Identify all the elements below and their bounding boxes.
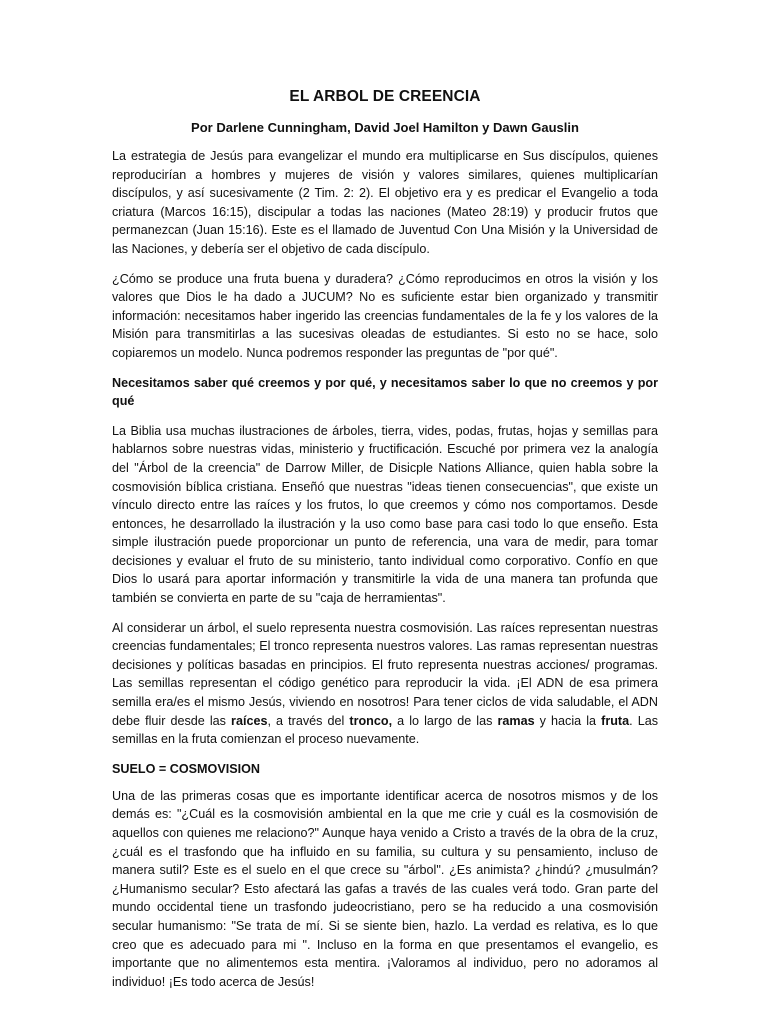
paragraph-tree-analogy: [112, 619, 658, 749]
section-heading-suelo: SUELO = COSMOVISION: [112, 761, 261, 776]
paragraph-bold-statement: Necesitamos saber qué creemos y por qué, y necesitamos saber lo que no creemos y por qué: [112, 375, 658, 409]
paragraph-bible-illustrations: La Biblia usa muchas ilustraciones de árboles, tierra, vides, podas, frutas, hojas y semillas para hablarnos sobre nuestras vidas, ministerio y fructificación. Escuché por primera vez la analogía del "Árbol de la creencia" de Darrow Miller, de Disicple Nations Alliance, quien habla sobre la cosmovisión bíblica cristiana. Enseñó que nuestras "ideas tienen consecuencias", que existe un vínculo directo entre las raíces y los frutos, lo que creemos y cómo nos comportamos. Desde entonces, he desarrollado la ilustración y la uso como base para casi todo lo que enseño. Esta simple ilustración puede proporcionar un punto de referencia, una vara de medir, para tomar decisiones y evaluar el fruto de su ministerio, tanto individual como corporativo. Confío en que Dios lo usará para aportar información y transmitirle la vida de una manera tan profunda que también se convierta en parte de su "caja de herramientas".: [112, 423, 658, 606]
paragraph-worldview: Una de las primeras cosas que es importante identificar acerca de nosotros mismos y de los demás es: "¿Cuál es la cosmovisión ambiental en la que me crie y cuál es la cosmovisión de aquellos con quienes me relaciono?" Aunque haya venido a Cristo a través de la obra de la cruz, ¿cuál es el trasfondo que ha influido en su familia, su cultura y su pensamiento, incluso de manera sutil? Este es el suelo en el que crece su "árbol". ¿Es animista? ¿hindú? ¿musulmán? ¿Humanismo secular? Esto afectará las gafas a través de las cuales verá todo. Gran parte del mundo occidental tiene un trasfondo judeocristiano, pero se ha reducido a una cosmovisión secular humanismo: "Se trata de mí. Si se siente bien, hazlo. La verdad es relativa, es lo que creo que es adecuado para mi ". Incluso en la forma en que presentamos el evangelio, es importante que no alimentemos esta mentira. ¡Valoramos al individuo, pero no adoramos al individuo! ¡Es todo acerca de Jesús!: [112, 788, 658, 989]
text-run: a lo largo de las: [392, 713, 498, 728]
text-run: y hacia la: [534, 713, 602, 728]
bold-branches: ramas: [497, 713, 535, 728]
text-run: . Las semillas en la fruta comienzan el proceso nuevamente.: [112, 713, 659, 747]
bold-roots: raíces: [231, 713, 268, 728]
text-run: , a través del: [267, 713, 350, 728]
bold-fruit: fruta: [601, 713, 630, 728]
bold-trunk: tronco,: [349, 713, 393, 728]
document-title: EL ARBOL DE CREENCIA: [289, 88, 481, 105]
paragraph-questions: ¿Cómo se produce una fruta buena y duradera? ¿Cómo reproducimos en otros la visión y los valores que Dios le ha dado a JUCUM? No es suficiente estar bien organizado y transmitir información: necesitamos haber ingerido las creencias fundamentales de la fe y los valores de la Misión para transmitirlas a las sucesivas oleadas de estudiantes. Si esto no se hace, solo copiaremos un modelo. Nunca podremos responder las preguntas de "por qué".: [112, 271, 658, 360]
paragraph-intro: La estrategia de Jesús para evangelizar el mundo era multiplicarse en Sus discípulos, quienes reproducirían a hombres y mujeres de visión y valores similares, quienes multiplicarían discípulos, y así sucesivamente (2 Tim. 2: 2). El objetivo era y es predicar el Evangelio a toda criatura (Marcos 16:15), discipular a todas las naciones (Mateo 28:19) y producir frutos que permanezcan (Juan 15:16). Este es el llamado de Juventud Con Una Misión y la Universidad de las Naciones, y debería ser el objetivo de cada discípulo.: [112, 149, 658, 256]
document-authors: Por Darlene Cunningham, David Joel Hamilton y Dawn Gauslin: [191, 120, 579, 135]
text-run: Al considerar un árbol, el suelo representa nuestra cosmovisión. Las raíces representan nuestras creencias fundamentales; El tronco representa nuestros valores. Las ramas representan nuestras decisiones y políticas basadas en principios. El fruto representa nuestras acciones/ programas. Las semillas representan el código genético para reproducir la vida. ¡El ADN de esa primera semilla era/es el mismo Jesús, viviendo en nosotros! Para tener ciclos de vida saludable, el ADN debe fluir desde las: [112, 620, 658, 728]
